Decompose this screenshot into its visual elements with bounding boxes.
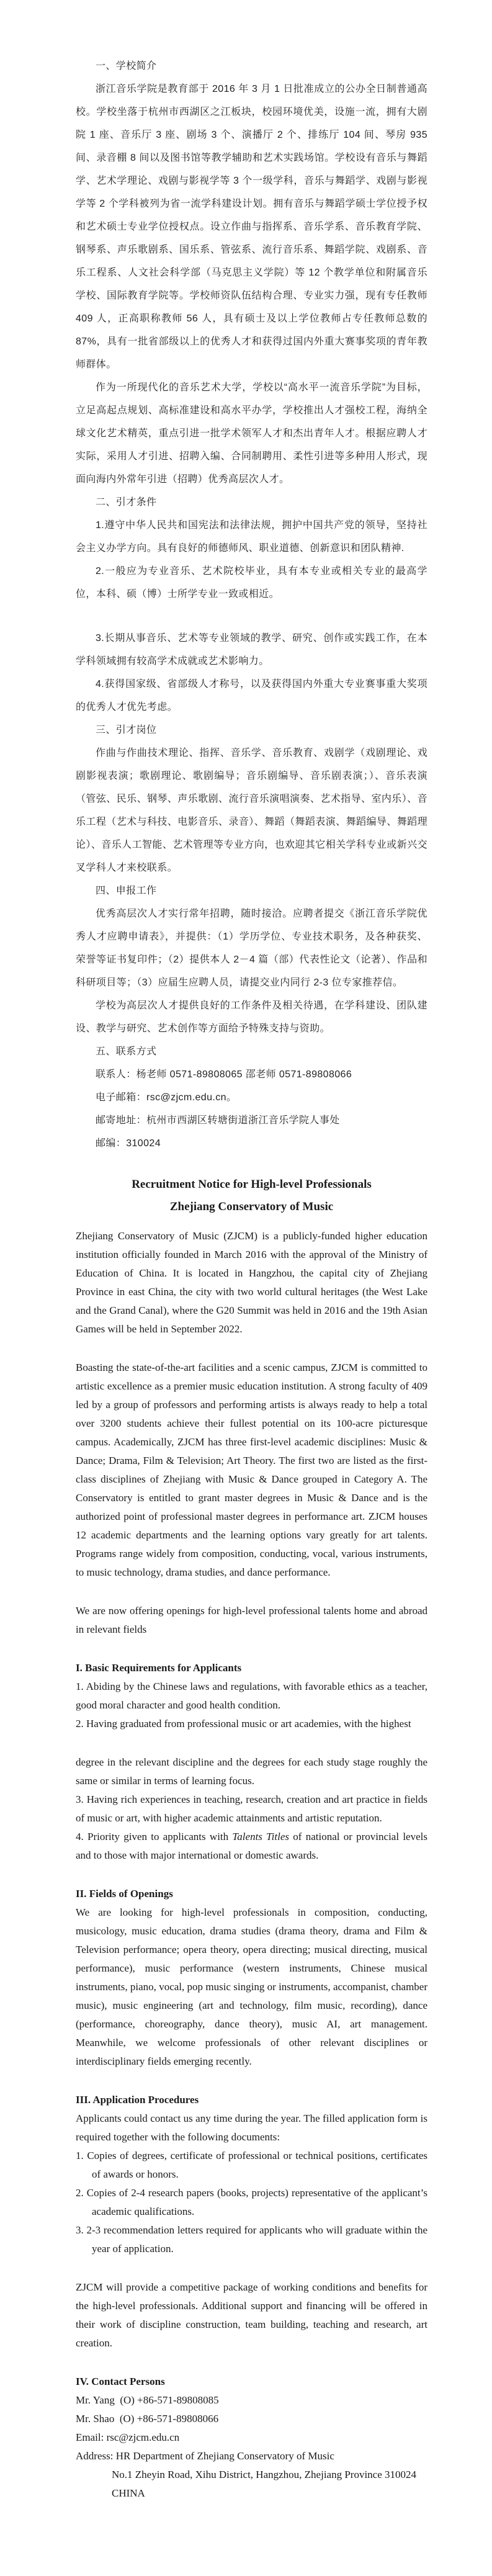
en-requirement-1: 1. Abiding by the Chinese laws and regulations, with favorable ethics as a teacher, good moral character and good health condition.	[76, 1681, 427, 1711]
zh-heading-contact: 五、联系方式	[96, 1046, 157, 1057]
zh-contact-address-line: 邮寄地址：杭州市西湖区转塘街道浙江音乐学院人事处	[96, 1115, 340, 1126]
en-contact-address-line-2: No.1 Zheyin Road, Xihu District, Hangzhou, Zhejiang Province 310024	[112, 2469, 417, 2480]
en-intro-paragraph-3: We are now offering openings for high-level professional talents home and abroad in relevant fields	[76, 1605, 427, 1635]
en-contact-email: Email: rsc@zjcm.edu.cn	[76, 2431, 180, 2443]
en-intro-paragraph-2: Boasting the state-of-the-art facilities and a scenic campus, ZJCM is committed to artistic excellence as a premier music education institution. A strong faculty of 409 led by a group of professors and performing artists is always ready to help a total over 3200 students achieve their fullest potential on its 100-acre picturesque campus. Academically, ZJCM has three first-level academic disciplines: Music & Dance; Drama, Film & Television; Art Theory. The first two are listed as the first-class disciplines of Zhejiang with Music & Dance grouped in Category A. The Conservatory is entitled to grant master degrees in Music & Dance and is the authorized point of professional master degrees in performance art. ZJCM houses 12 academic departments and the learning options vary greatly for art talents. Programs range widely from composition, conducting, vocal, various instruments, to music technology, drama studies, and dance performance.	[76, 1362, 427, 1578]
en-contact-address-line-1: Address: HR Department of Zhejiang Conservatory of Music	[76, 2450, 334, 2462]
zh-intro-paragraph-1: 浙江音乐学院是教育部于 2016 年 3 月 1 日批准成立的公办全日制普通高校。学校坐落于杭州市西湖区之江板块，校园环境优美，设施一流，拥有大剧院 1 座、音乐厅 3 座、剧场 3 个、演播厅 2 个、排练厅 104 间、琴房 935 间、录音棚 8 间以及图书馆等教学辅助和艺术实践场馆。学校设有音乐与舞蹈学、艺术学理论、戏剧与影视学等 3 个一级学科，音乐与舞蹈学、戏剧与影视学等 2 个学科被列为省一流学科建设计划。拥有音乐与舞蹈学硕士学位授予权和艺术硕士专业学位授权点。设立作曲与指挥系、音乐学系、音乐教育学院、钢琴系、声乐歌剧系、国乐系、管弦系、流行音乐系、舞蹈学院、戏剧系、音乐工程系、人文社会科学部（马克思主义学院）等 12 个教学单位和附属音乐学校、国际教育学院等。学校师资队伍结构合理、专业实力强，现有专任教师 409 人，正高职称教师 56 人，具有硕士及以上学位教师占专任教师总数的 87%，具有一批省部级以上的优秀人才和获得过国内外重大赛事奖项的青年教师群体。	[76, 84, 427, 370]
en-title-line-1: Recruitment Notice for High-level Professionals	[132, 1178, 372, 1191]
en-title-line-2: Zhejiang Conservatory of Music	[169, 1200, 334, 1213]
zh-heading-application: 四、申报工作	[96, 886, 157, 896]
en-requirement-2-part1: 2. Having graduated from professional music or art academies, with the highest	[76, 1718, 411, 1730]
zh-condition-3: 3.长期从事音乐、艺术等专业领域的教学、研究、创作或实践工作，在本学科领域拥有较高学术成就或艺术影响力。	[76, 633, 427, 666]
zh-contact-postcode-line: 邮编：310024	[96, 1138, 161, 1149]
en-heading-fields-of-openings: II. Fields of Openings	[76, 1888, 173, 1900]
en-requirement-4-prefix: 4. Priority given to applicants with	[76, 1831, 233, 1842]
en-document-item-2: 2. Copies of 2-4 research papers (books, projects) representative of the applicant’s academic qualifications.	[76, 2187, 427, 2217]
en-procedures-intro: Applicants could contact us any time during the year. The filled application form is required together with the following documents:	[76, 2112, 427, 2143]
english-title-block	[76, 1174, 427, 1218]
en-requirement-4-talents-titles: Talents Titles	[232, 1831, 290, 1842]
zh-contact-person-line: 联系人：杨老师 0571-89808065 邵老师 0571-89808066	[96, 1069, 352, 1080]
en-document-item-3: 3. 2-3 recommendation letters required for applicants who will graduate within the year of application.	[76, 2224, 427, 2255]
en-heading-application-procedures: III. Application Procedures	[76, 2094, 199, 2106]
en-document-item-1: 1. Copies of degrees, certificate of professional or technical positions, certificates of awards or honors.	[76, 2150, 427, 2180]
zh-condition-4: 4.获得国家级、省部级人才称号，以及获得国内外重大专业赛事重大奖项的优秀人才优先考虑。	[76, 679, 427, 712]
zh-application-paragraph-1: 优秀高层次人才实行常年招聘，随时接洽。应聘者提交《浙江音乐学院优秀人才应聘申请表》，并提供：（1）学历学位、专业技术职务，及各种获奖、荣誉等证书复印件；（2）提供本人 2－4 篇（部）代表性论文（论著）、作品和科研项目等；（3）应届生应聘人员，请提交业内同行 2-3 位专家推荐信。	[76, 909, 427, 988]
chinese-section	[76, 55, 427, 1155]
en-requirement-4-suffix: of national or provincial levels and to those with major international or domestic awards.	[76, 1831, 427, 1861]
english-section	[76, 1174, 427, 2503]
en-contact-yang: Mr. Yang (O) +86-571-89808085	[76, 2394, 219, 2406]
zh-application-paragraph-2: 学校为高层次人才提供良好的工作条件及相关待遇，在学科建设、团队建设、教学与研究、艺术创作等方面给予特殊支持与资助。	[76, 1000, 427, 1034]
en-heading-basic-requirements: I. Basic Requirements for Applicants	[76, 1662, 242, 1674]
zh-positions-paragraph: 作曲与作曲技术理论、指挥、音乐学、音乐教育、戏剧学（戏剧理论、戏剧影视表演；歌剧理论、歌剧编导；音乐剧编导、音乐剧表演；）、音乐表演（管弦、民乐、钢琴、声乐歌剧、流行音乐演唱演奏、艺术指导、室内乐）、音乐工程（艺术与科技、电影音乐、录音）、舞蹈（舞蹈表演、舞蹈编导、舞蹈理论）、音乐人工智能、艺术管理等专业方向，也欢迎其它相关学科专业或新兴交叉学科人才来校联系。	[76, 748, 427, 873]
en-requirement-3: 3. Having rich experiences in teaching, research, creation and art practice in fields of music or art, with higher academic attainments and artistic reputation.	[76, 1793, 427, 1824]
en-heading-contact-persons: IV. Contact Persons	[76, 2376, 165, 2387]
zh-heading-conditions: 二、引才条件	[96, 497, 157, 508]
en-contact-shao: Mr. Shao (O) +86-571-89808066	[76, 2413, 219, 2425]
zh-heading-positions: 三、引才岗位	[96, 725, 157, 735]
zh-condition-2: 2.一般应为专业音乐、艺术院校毕业，具有本专业或相关专业的最高学位，本科、硕（博）士所学专业一致或相近。	[76, 566, 427, 599]
zh-intro-paragraph-2: 作为一所现代化的音乐艺术大学，学校以“高水平一流音乐学院”为目标，立足高起点规划、高标准建设和高水平办学，学校推出人才强校工程，海纳全球文化艺术精英，重点引进一批学术领军人才和杰出青年人才。根据应聘人才实际，采用人才引进、招聘入编、合同制聘用、柔性引进等多种用人形式，现面向海内外常年引进（招聘）优秀高层次人才。	[76, 382, 427, 485]
en-requirement-4	[76, 1828, 427, 1865]
zh-condition-1: 1.遵守中华人民共和国宪法和法律法规，拥护中国共产党的领导，坚持社会主义办学方向。具有良好的师德师风、职业道德、创新意识和团队精神.	[76, 520, 427, 554]
en-intro-paragraph-1: Zhejiang Conservatory of Music (ZJCM) is a publicly-funded higher education institution officially founded in March 2016 with the approval of the Ministry of Education of China. It is located in Hangzhou, the capital city of Zhejiang Province in east China, the city with two world cultural heritages (the West Lake and the Grand Canal), where the G20 Summit was held in 2016 and the 19th Asian Games will be held in September 2022.	[76, 1230, 427, 1335]
en-benefits-paragraph: ZJCM will provide a competitive package of working conditions and benefits for the high-level professionals. Additional support and financing will be offered in their work of discipline construction, team building, teaching and research, art creation.	[76, 2281, 427, 2349]
zh-heading-school-intro: 一、学校简介	[96, 61, 157, 71]
en-requirement-2-part2: degree in the relevant discipline and the degrees for each study stage roughly the same or similar in terms of learning focus.	[76, 1756, 427, 1787]
zh-contact-email-line: 电子邮箱：rsc@zjcm.edu.cn。	[96, 1092, 237, 1103]
en-fields-paragraph: We are looking for high-level professionals in composition, conducting, musicology, music education, drama studies (drama theory, drama and Film & Television performance; opera theory, opera directing; musical directing, musical performance), music performance (western instruments, Chinese musical instruments, piano, vocal, pop music singing or instruments, accompanist, chamber music), music engineering (art and technology, film music, recording), dance (performance, choreography, dance theory), music AI, art management. Meanwhile, we welcome professionals of other relevant disciplines or interdisciplinary fields emerging recently.	[76, 1906, 427, 2067]
en-contact-address-line-3: CHINA	[112, 2487, 145, 2499]
